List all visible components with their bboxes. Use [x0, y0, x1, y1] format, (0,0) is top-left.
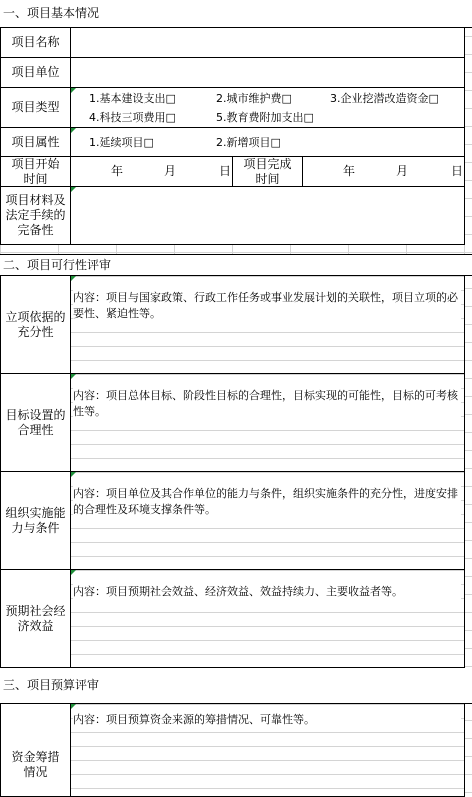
comment-marker: [71, 570, 76, 575]
comment-marker: [71, 128, 76, 133]
content-goal-rationality[interactable]: [71, 374, 465, 472]
section-title-budget: 三、项目预算评审: [3, 678, 100, 692]
project-attr-options: [71, 128, 465, 157]
content-basis-sufficiency[interactable]: [71, 276, 465, 374]
start-date-field[interactable]: [71, 157, 233, 187]
attr-option-1[interactable]: 1.延续项目□: [89, 136, 154, 149]
type-option-1[interactable]: 1.基本建设支出□: [89, 92, 176, 105]
label-materials: 项目材料及法定手续的完备性: [0, 187, 71, 245]
end-date-field[interactable]: [303, 157, 465, 187]
content-text-fund: 内容：项目预算资金来源的筹措情况、可靠性等。: [73, 712, 461, 728]
label-implementation-capacity: 组织实施能力与条件: [0, 472, 71, 570]
project-type-options: [71, 88, 465, 128]
end-year-unit: 年: [343, 164, 356, 178]
comment-marker: [71, 187, 76, 192]
end-month-unit: 月: [396, 164, 409, 178]
label-fund-raising: 资金筹措情况: [0, 704, 71, 797]
label-project-unit: 项目单位: [0, 58, 71, 88]
content-expected-benefits[interactable]: [71, 570, 465, 668]
comment-marker: [71, 704, 76, 709]
label-basis-sufficiency: 立项依据的充分性: [0, 276, 71, 374]
section-header-basic: [0, 0, 472, 28]
label-goal-rationality: 目标设置的合理性: [0, 374, 71, 472]
content-text-basis: 内容：项目与国家政策、行政工作任务或事业发展计划的关联性，项目立项的必要性、紧迫性等。: [73, 290, 461, 322]
section-title-basic: 一、项目基本情况: [3, 6, 100, 20]
section-header-feasibility: [0, 254, 472, 276]
label-project-name: 项目名称: [0, 28, 71, 58]
label-end-date: 项目完成时间: [233, 157, 303, 187]
comment-marker: [71, 88, 76, 93]
content-fund-raising[interactable]: [71, 704, 465, 797]
label-start-date: 项目开始时间: [0, 157, 71, 187]
section-header-budget: [0, 668, 472, 704]
end-day-unit: 日: [451, 164, 464, 178]
content-text-implementation: 内容：项目单位及其合作单位的能力与条件，组织实施条件的充分性，进度安排的合理性及环境支撑条件等。: [73, 486, 461, 518]
start-day-unit: 日: [219, 164, 232, 178]
start-year-unit: 年: [111, 164, 124, 178]
label-project-type: 项目类型: [0, 88, 71, 128]
input-project-unit[interactable]: [71, 58, 465, 88]
type-option-4[interactable]: 4.科技三项费用□: [89, 111, 176, 124]
content-text-goal: 内容：项目总体目标、阶段性目标的合理性，目标实现的可能性，目标的可考核性等。: [73, 388, 461, 420]
label-expected-benefits: 预期社会经济效益: [0, 570, 71, 668]
start-month-unit: 月: [164, 164, 177, 178]
section-title-feasibility: 二、项目可行性评审: [3, 257, 112, 272]
type-option-5[interactable]: 5.教育费附加支出□: [216, 111, 314, 124]
type-option-2[interactable]: 2.城市维护费□: [216, 92, 292, 105]
content-text-benefits: 内容：项目预期社会效益、经济效益、效益持续力、主要收益者等。: [73, 584, 461, 600]
comment-marker: [71, 276, 76, 281]
attr-option-2[interactable]: 2.新增项目□: [216, 136, 281, 149]
input-materials[interactable]: [71, 187, 465, 245]
type-option-3[interactable]: 3.企业挖潜改造资金□: [330, 92, 439, 105]
comment-marker: [71, 472, 76, 477]
input-project-name[interactable]: [71, 28, 465, 58]
content-implementation-capacity[interactable]: [71, 472, 465, 570]
label-project-attr: 项目属性: [0, 128, 71, 157]
comment-marker: [71, 374, 76, 379]
